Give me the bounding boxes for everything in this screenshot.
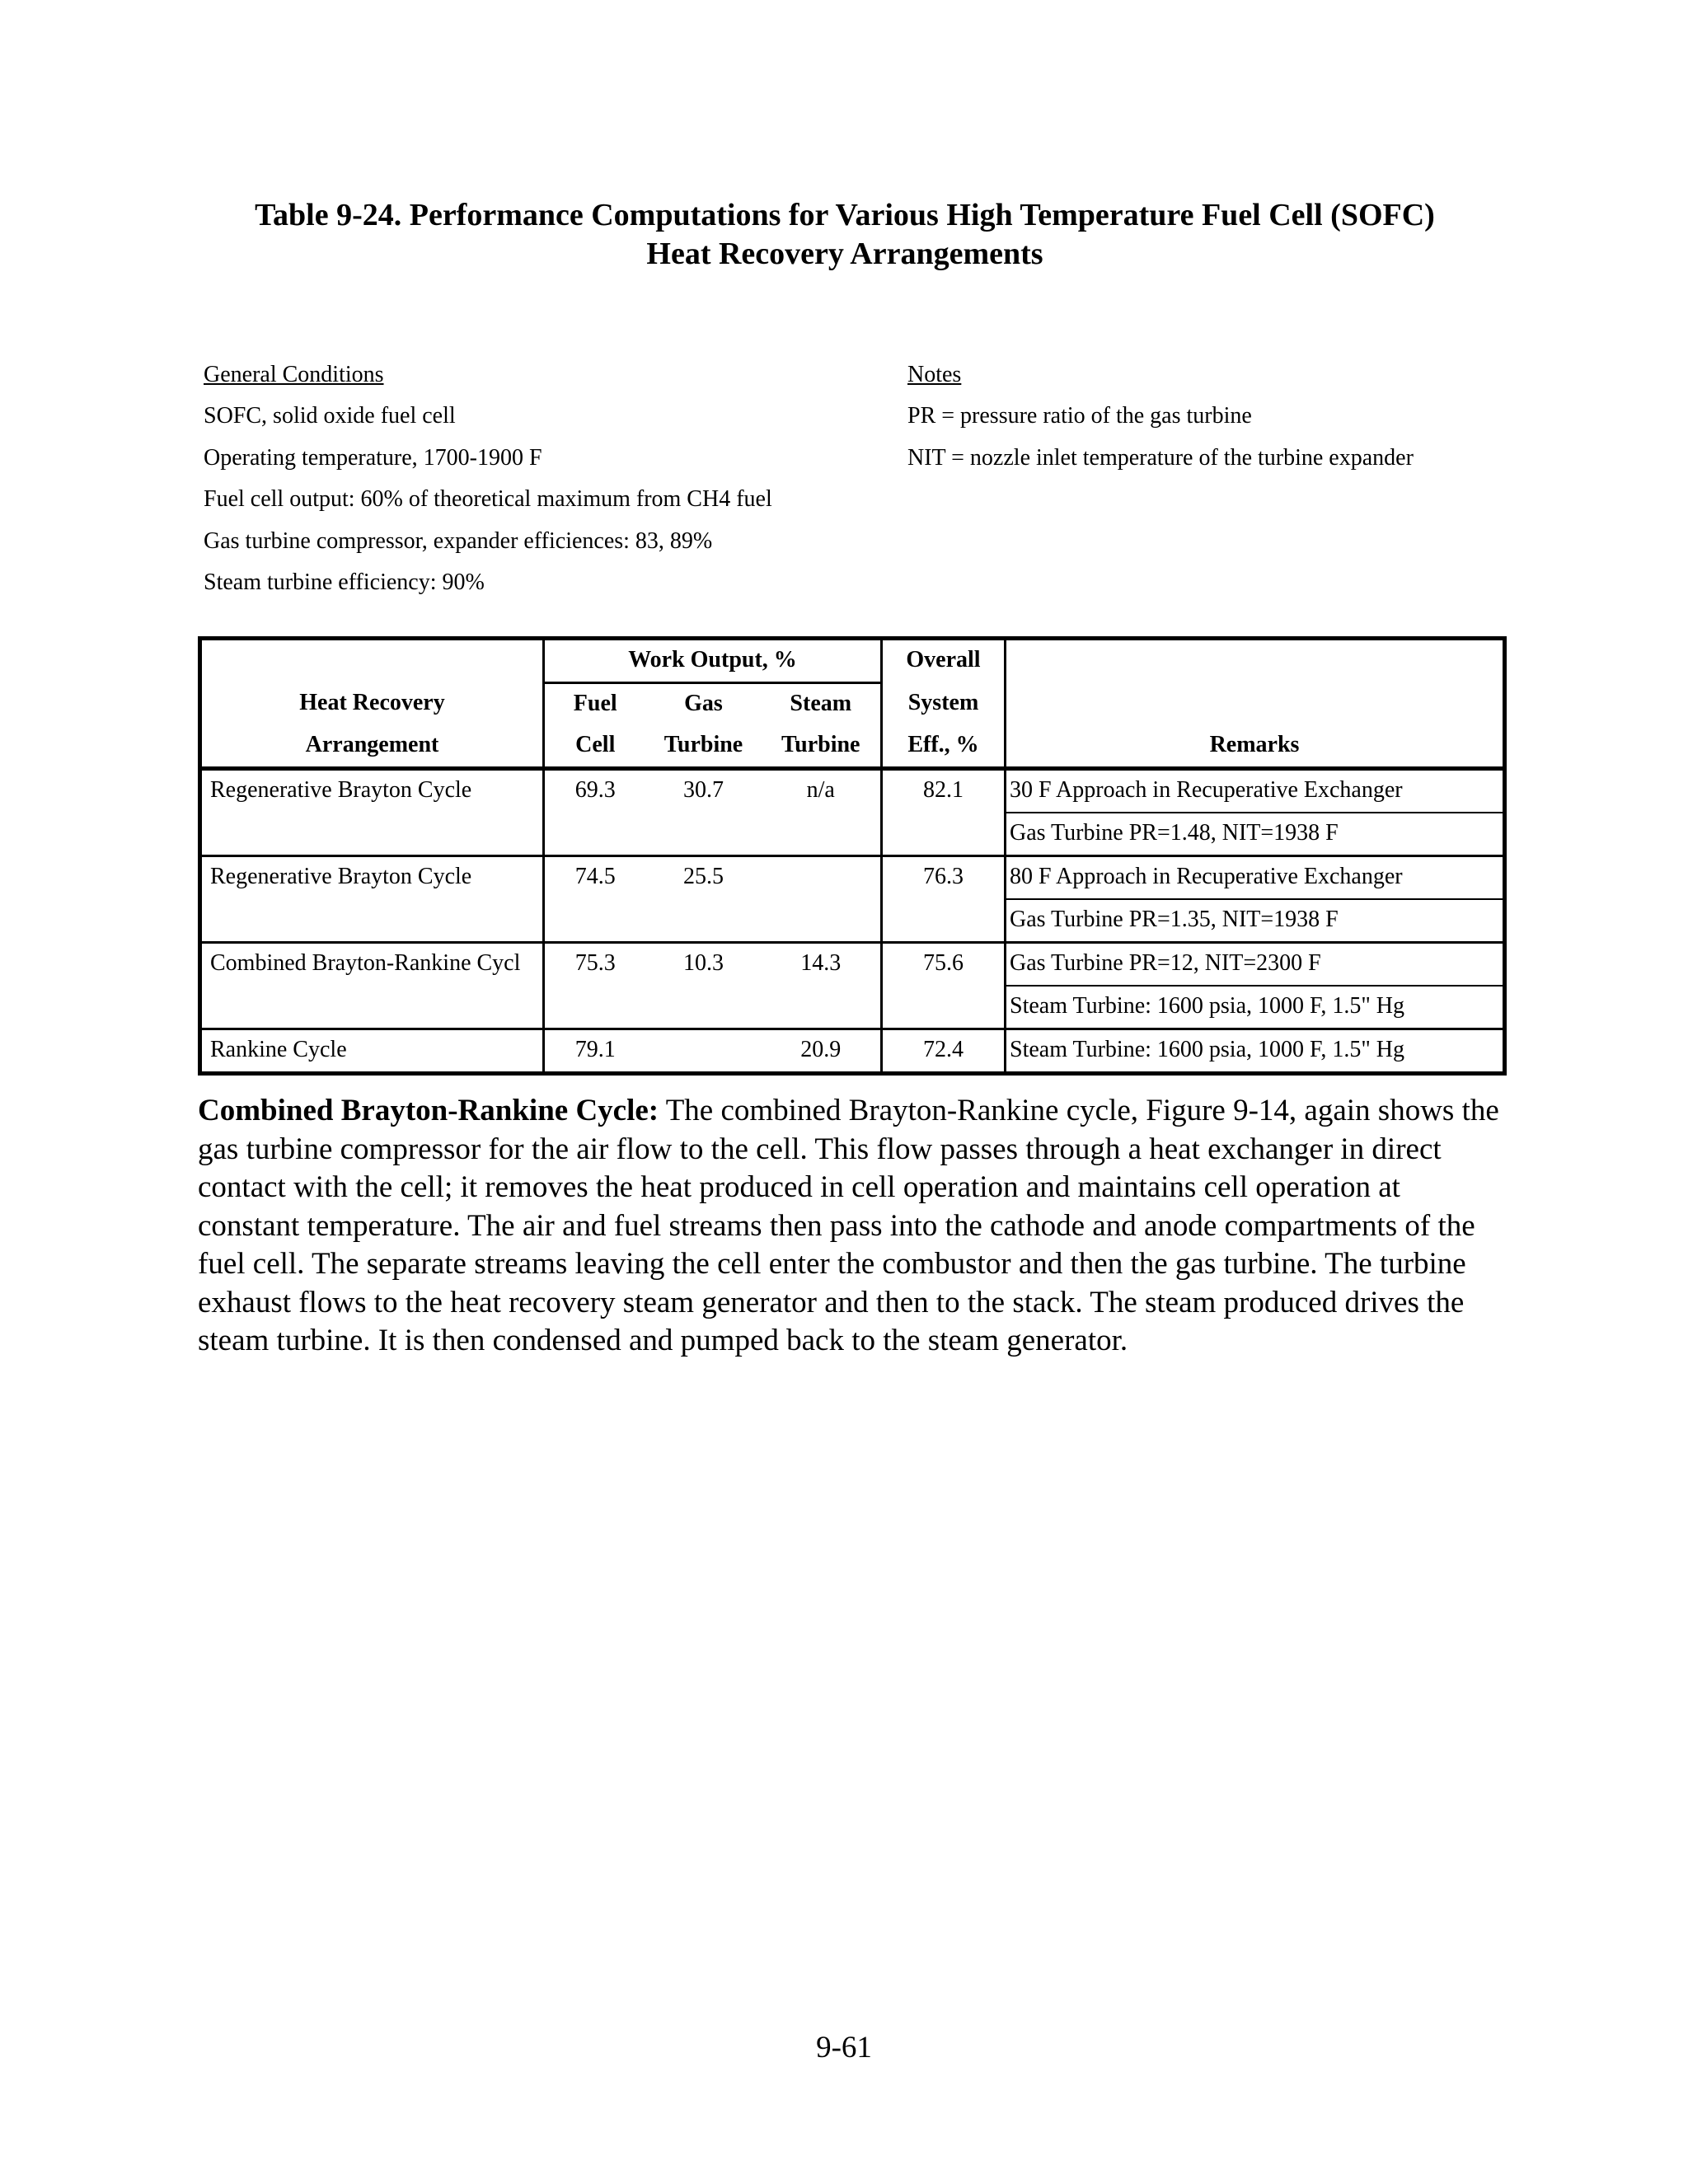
- steam-turbine-cell: 14.3: [800, 950, 842, 976]
- header-gas-2: Turbine: [646, 725, 762, 769]
- steam-turbine-cell: [762, 856, 882, 900]
- arrangement-cell: Regenerative Brayton Cycle: [210, 777, 472, 803]
- fuel-cell-cell: 79.1: [544, 1029, 646, 1074]
- header-overall-3: Eff., %: [882, 725, 1006, 769]
- header-remarks: Remarks: [1006, 725, 1505, 769]
- general-conditions: [204, 354, 879, 603]
- condition-item: SOFC, solid oxide fuel cell: [204, 403, 456, 429]
- condition-item: Operating temperature, 1700-1900 F: [204, 444, 542, 471]
- efficiency-cell: 75.6: [882, 943, 1006, 987]
- efficiency-cell: 76.3: [882, 856, 1006, 900]
- steam-turbine-cell: n/a: [806, 777, 835, 803]
- table-row: [200, 769, 1505, 813]
- arrangement-cell: Combined Brayton-Rankine Cycl: [210, 950, 521, 976]
- table-title: [148, 196, 1541, 274]
- table-row: [200, 943, 1505, 987]
- note-item: NIT = nozzle inlet temperature of the turbine expander: [907, 444, 1414, 471]
- fuel-cell-cell: 69.3: [544, 769, 646, 813]
- condition-item: Gas turbine compressor, expander efficiences: 83, 89%: [204, 527, 713, 554]
- body-paragraph: [198, 1092, 1508, 1361]
- fuel-cell-cell: 75.3: [544, 943, 646, 987]
- header-fuel-1: Fuel: [544, 683, 646, 726]
- general-conditions-heading: General Conditions: [204, 362, 384, 387]
- header-overall-2: System: [882, 683, 1006, 726]
- remarks-cell: Gas Turbine PR=1.35, NIT=1938 F: [1006, 899, 1505, 943]
- condition-item: Fuel cell output: 60% of theoretical maximum from CH4 fuel: [204, 486, 772, 513]
- remarks-cell: Steam Turbine: 1600 psia, 1000 F, 1.5" Hg: [1006, 986, 1505, 1029]
- paragraph-body: The combined Brayton-Rankine cycle, Figure 9-14, again shows the gas turbine compressor for the air flow to the cell. This flow passes through a heat exchanger in direct contact with the cell; it removes the heat produced in cell operation and maintains cell operation at constant temperature. The air and fuel streams then pass into the cathode and anode compartments of the fuel cell. The separate streams leaving the cell enter the combustor and then the gas turbine. The turbine exhaust flows to the heat recovery steam generator and then to the stack. The steam produced drives the steam turbine. It is then condensed and pumped back to the steam generator.: [198, 1094, 1499, 1357]
- header-gas-1: Gas: [684, 691, 723, 716]
- header-arrangement-2: Arrangement: [200, 725, 544, 769]
- table-row: [200, 899, 1505, 943]
- header-work-output: Work Output, %: [544, 639, 882, 683]
- gas-turbine-cell: 25.5: [683, 864, 724, 889]
- table-title-line2: Heat Recovery Arrangements: [646, 237, 1043, 271]
- condition-item: Steam turbine efficiency: 90%: [204, 569, 485, 596]
- efficiency-cell: 72.4: [882, 1029, 1006, 1074]
- header-steam-1: Steam: [790, 691, 852, 716]
- remarks-cell: 30 F Approach in Recuperative Exchanger: [1006, 769, 1505, 813]
- header-arrangement-1: Heat Recovery: [299, 689, 445, 715]
- gas-turbine-cell: [646, 1029, 762, 1074]
- remarks-cell: 80 F Approach in Recuperative Exchanger: [1006, 856, 1505, 900]
- remarks-cell: Gas Turbine PR=1.48, NIT=1938 F: [1006, 813, 1505, 856]
- table-row: [200, 1029, 1505, 1074]
- table-row: [200, 813, 1505, 856]
- gas-turbine-cell: 10.3: [683, 950, 724, 976]
- table-title-line1: Table 9-24. Performance Computations for Various High Temperature Fuel Cell (SOFC): [255, 198, 1435, 232]
- header-steam-2: Turbine: [762, 725, 882, 769]
- remarks-cell: Gas Turbine PR=12, NIT=2300 F: [1006, 943, 1505, 987]
- table-row: [200, 856, 1505, 900]
- notes: [907, 354, 1534, 479]
- paragraph-lead: Combined Brayton-Rankine Cycle:: [198, 1094, 659, 1127]
- gas-turbine-cell: 30.7: [683, 777, 724, 803]
- arrangement-cell: Regenerative Brayton Cycle: [210, 864, 472, 889]
- performance-table: [198, 636, 1507, 1076]
- note-item: PR = pressure ratio of the gas turbine: [907, 403, 1252, 429]
- steam-turbine-cell: 20.9: [800, 1037, 842, 1062]
- header-fuel-2: Cell: [544, 725, 646, 769]
- fuel-cell-cell: 74.5: [544, 856, 646, 900]
- header-overall-1: Overall: [882, 639, 1006, 683]
- table-row: [200, 986, 1505, 1029]
- page-number: 9-61: [816, 2031, 872, 2064]
- remarks-cell: Steam Turbine: 1600 psia, 1000 F, 1.5" Hg: [1006, 1029, 1505, 1074]
- notes-heading: Notes: [907, 362, 962, 387]
- efficiency-cell: 82.1: [882, 769, 1006, 813]
- arrangement-cell: Rankine Cycle: [210, 1037, 347, 1062]
